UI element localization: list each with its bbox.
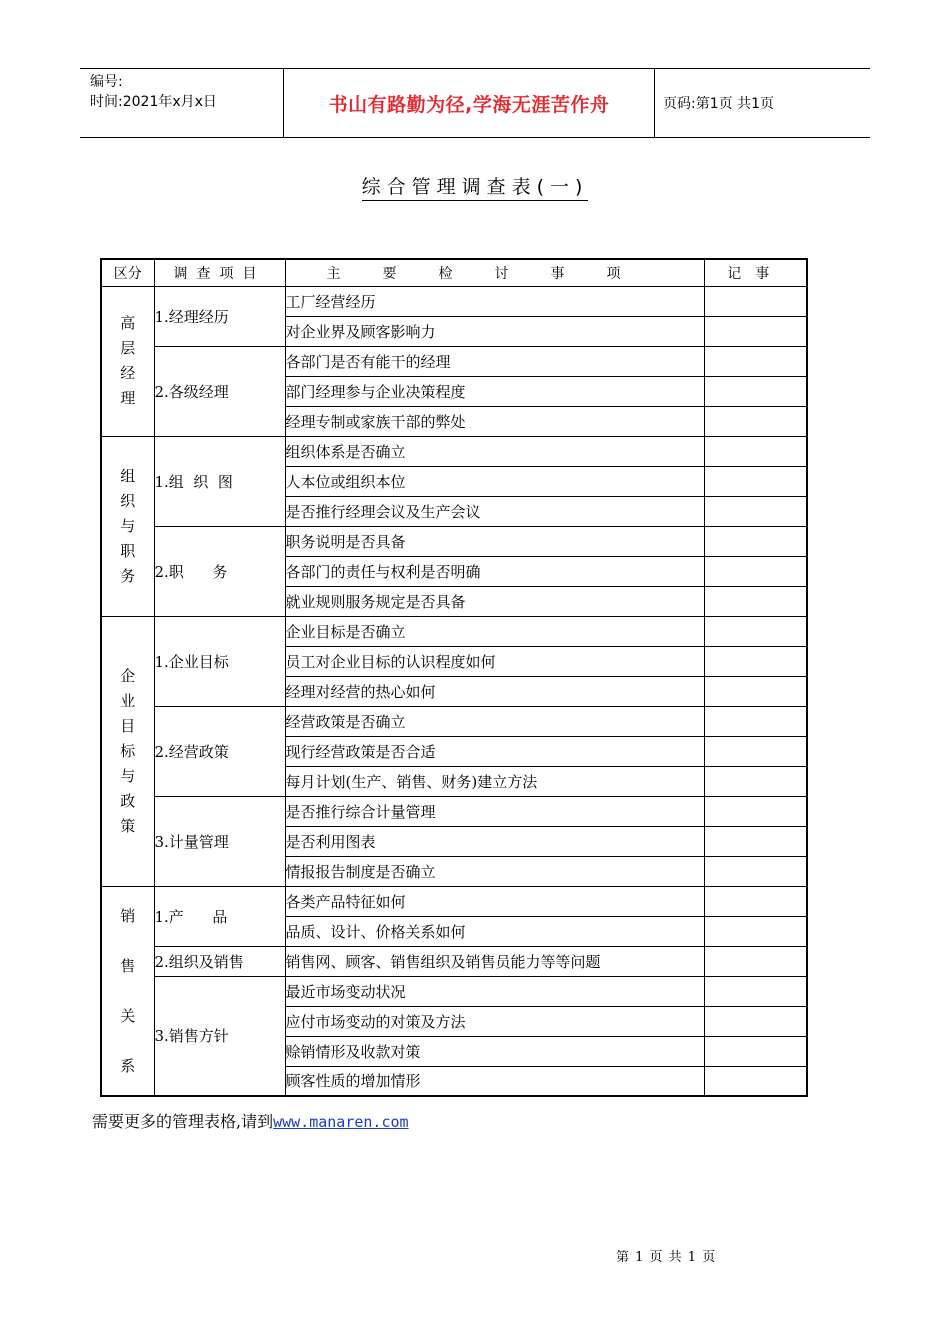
header-notes: 记事 [704, 259, 807, 286]
header-points: 主要检讨事项 [285, 259, 704, 286]
checkpoint-cell: 部门经理参与企业决策程度 [285, 376, 704, 406]
checkpoint-cell: 赊销情形及收款对策 [285, 1036, 704, 1066]
note-cell[interactable] [704, 556, 807, 586]
area-cell [101, 286, 154, 436]
checkpoint-cell: 各部门的责任与权利是否明确 [285, 556, 704, 586]
checkpoint-cell: 人本位或组织本位 [285, 466, 704, 496]
note-cell[interactable] [704, 646, 807, 676]
header-motto: 书山有路勤为径,学海无涯苦作舟 [283, 69, 655, 137]
checkpoint-cell: 各类产品特征如何 [285, 886, 704, 916]
checkpoint-cell: 对企业界及顾客影响力 [285, 316, 704, 346]
item-cell: 2.经营政策 [154, 706, 285, 796]
note-cell[interactable] [704, 706, 807, 736]
checkpoint-cell: 职务说明是否具备 [285, 526, 704, 556]
header-item: 调查项目 [154, 259, 285, 286]
area-cell [101, 436, 154, 616]
table-row [101, 706, 807, 736]
table-row [101, 436, 807, 466]
note-cell[interactable] [704, 886, 807, 916]
note-cell[interactable] [704, 496, 807, 526]
note-cell[interactable] [704, 1066, 807, 1096]
table-row [101, 886, 807, 916]
page-footer: 第 1 页 共 1 页 [616, 1250, 717, 1265]
note-cell[interactable] [704, 466, 807, 496]
checkpoint-cell: 品质、设计、价格关系如何 [285, 916, 704, 946]
survey-body [101, 286, 807, 1096]
note-cell[interactable] [704, 736, 807, 766]
area-label: 企业目标与政策 [120, 666, 136, 835]
note-cell[interactable] [704, 406, 807, 436]
checkpoint-cell: 销售网、顾客、销售组织及销售员能力等等问题 [285, 946, 704, 976]
note-cell[interactable] [704, 976, 807, 1006]
checkpoint-cell: 是否推行经理会议及生产会议 [285, 496, 704, 526]
area-label: 销售关系 [120, 906, 136, 1075]
more-forms-note [92, 1109, 409, 1132]
table-row [101, 346, 807, 376]
checkpoint-cell: 是否利用图表 [285, 826, 704, 856]
note-cell[interactable] [704, 826, 807, 856]
checkpoint-cell: 各部门是否有能干的经理 [285, 346, 704, 376]
note-cell[interactable] [704, 436, 807, 466]
more-forms-link[interactable]: www.manaren.com [273, 1113, 409, 1131]
more-forms-text: 需要更多的管理表格,请到 [92, 1112, 274, 1131]
table-row [101, 616, 807, 646]
item-cell: 1.产 品 [154, 886, 285, 946]
note-cell[interactable] [704, 316, 807, 346]
checkpoint-cell: 应付市场变动的对策及方法 [285, 1006, 704, 1036]
checkpoint-cell: 现行经营政策是否合适 [285, 736, 704, 766]
item-cell: 1.组 织 图 [154, 436, 285, 526]
table-header-row [101, 259, 807, 286]
page-title-wrap [0, 172, 950, 199]
note-cell[interactable] [704, 676, 807, 706]
area-label: 组织与职务 [120, 466, 136, 585]
area-cell [101, 886, 154, 1096]
note-cell[interactable] [704, 856, 807, 886]
note-cell[interactable] [704, 616, 807, 646]
checkpoint-cell: 就业规则服务规定是否具备 [285, 586, 704, 616]
note-cell[interactable] [704, 346, 807, 376]
checkpoint-cell: 经营政策是否确立 [285, 706, 704, 736]
header-page-info: 页码:第1页 共1页 [663, 96, 774, 112]
item-cell: 2.职 务 [154, 526, 285, 616]
note-cell[interactable] [704, 946, 807, 976]
header-meta [80, 69, 283, 137]
note-cell[interactable] [704, 766, 807, 796]
item-cell: 1.企业目标 [154, 616, 285, 706]
checkpoint-cell: 员工对企业目标的认识程度如何 [285, 646, 704, 676]
checkpoint-cell: 情报报告制度是否确立 [285, 856, 704, 886]
table-row [101, 796, 807, 826]
page-title: 综合管理调查表(一) [362, 176, 589, 201]
note-cell[interactable] [704, 1006, 807, 1036]
checkpoint-cell: 每月计划(生产、销售、财务)建立方法 [285, 766, 704, 796]
area-cell [101, 616, 154, 886]
item-cell: 2.各级经理 [154, 346, 285, 436]
note-cell[interactable] [704, 1036, 807, 1066]
note-cell[interactable] [704, 376, 807, 406]
area-label: 高层经理 [120, 314, 136, 407]
table-row [101, 946, 807, 976]
item-cell: 3.销售方针 [154, 976, 285, 1096]
document-header [80, 68, 870, 138]
checkpoint-cell: 最近市场变动状况 [285, 976, 704, 1006]
item-cell: 2.组织及销售 [154, 946, 285, 976]
checkpoint-cell: 经理专制或家族干部的弊处 [285, 406, 704, 436]
checkpoint-cell: 经理对经营的热心如何 [285, 676, 704, 706]
checkpoint-cell: 是否推行综合计量管理 [285, 796, 704, 826]
note-cell[interactable] [704, 796, 807, 826]
survey-table [100, 258, 808, 1097]
number-label: 编号: [90, 74, 123, 90]
note-cell[interactable] [704, 586, 807, 616]
note-cell[interactable] [704, 526, 807, 556]
note-cell[interactable] [704, 916, 807, 946]
checkpoint-cell: 顾客性质的增加情形 [285, 1066, 704, 1096]
table-row [101, 526, 807, 556]
checkpoint-cell: 企业目标是否确立 [285, 616, 704, 646]
header-area: 区分 [101, 259, 154, 286]
table-row [101, 286, 807, 316]
table-row [101, 976, 807, 1006]
time-label: 时间:2021年x月x日 [90, 94, 217, 110]
item-cell: 3.计量管理 [154, 796, 285, 886]
checkpoint-cell: 工厂经营经历 [285, 286, 704, 316]
note-cell[interactable] [704, 286, 807, 316]
item-cell: 1.经理经历 [154, 286, 285, 346]
checkpoint-cell: 组织体系是否确立 [285, 436, 704, 466]
